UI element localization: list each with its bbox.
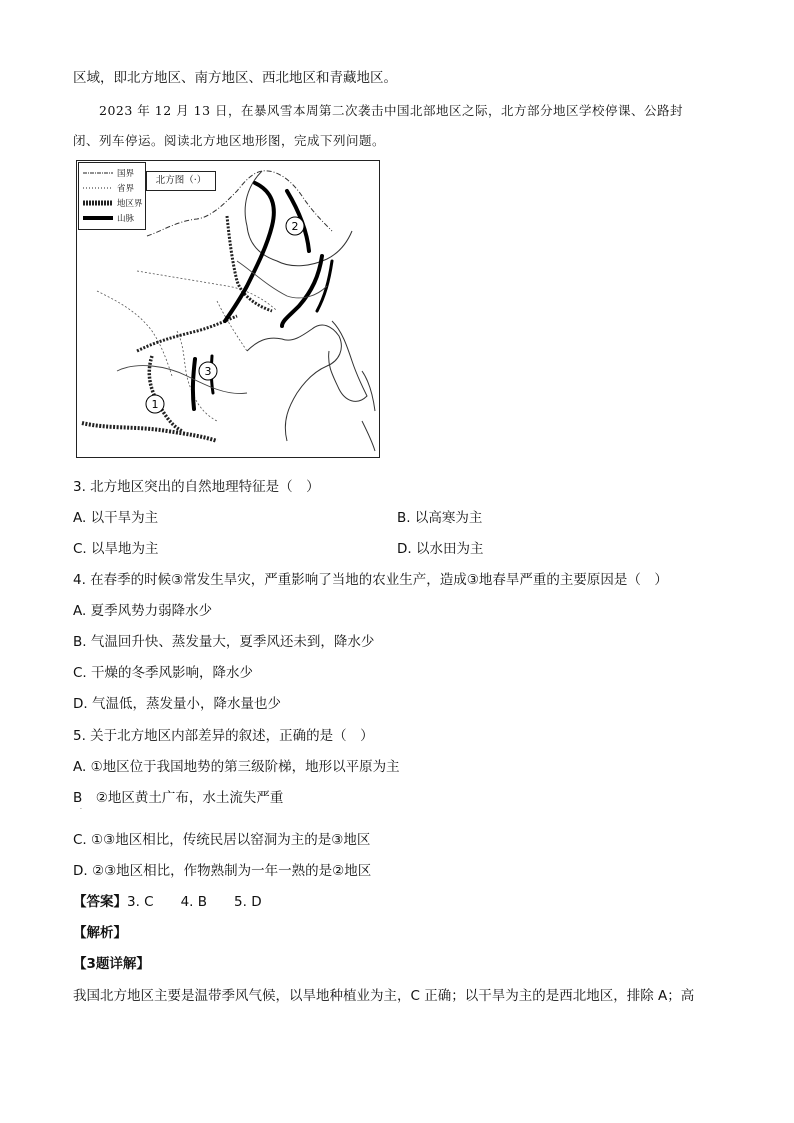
q4-option-c: C. 干燥的冬季风影响，降水少 — [73, 665, 254, 681]
legend-label: 省界 — [117, 184, 135, 194]
stray-dot: · — [80, 806, 82, 813]
q5-option-a: A. ①地区位于我国地势的第三级阶梯，地形以平原为主 — [73, 759, 400, 775]
legend-row-province — [83, 182, 134, 194]
national-border-symbol — [83, 169, 113, 177]
answer-line — [73, 890, 262, 910]
detail-label: 【3题详解】 — [73, 956, 150, 972]
detail-text: 我国北方地区主要是温带季风气候，以旱地种植业为主，C 正确；以干旱为主的是西北地区，排除 A；高 — [73, 988, 695, 1004]
marker-2: 2 — [291, 220, 299, 233]
intro-line-2: 2023 年 12 月 13 日，在暴风雪本周第二次袭击中国北部地区之际，北方部分地区学校停课、公路封 — [99, 103, 683, 118]
map-legend — [78, 162, 146, 230]
q4-option-b: B. 气温回升快、蒸发量大，夏季风还未到，降水少 — [73, 634, 375, 650]
q5-option-b: B ②地区黄土广布，水土流失严重 — [73, 790, 284, 806]
region-border-symbol — [83, 199, 113, 207]
q5-option-d: D. ②③地区相比，作物熟制为一年一熟的是②地区 — [73, 863, 372, 879]
q4-option-d: D. 气温低，蒸发量小，降水量也少 — [73, 696, 281, 712]
question-5-stem: 5. 关于北方地区内部差异的叙述，正确的是（ ） — [73, 728, 374, 744]
q4-option-a: A. 夏季风势力弱降水少 — [73, 603, 213, 619]
analysis-label: 【解析】 — [73, 925, 127, 941]
mountain-symbol — [83, 214, 113, 222]
province-border-symbol — [83, 184, 113, 192]
legend-label: 国界 — [117, 169, 135, 179]
q3-option-c: C. 以旱地为主 — [73, 541, 159, 557]
map-title: 北方图（·） — [146, 171, 216, 191]
question-4-stem: 4. 在春季的时候③常发生旱灾，严重影响了当地的农业生产，造成③地春旱严重的主要原因是（ ） — [73, 572, 668, 588]
marker-1: 1 — [151, 398, 159, 411]
intro-line-3: 闭、列车停运。阅读北方地区地形图，完成下列问题。 — [73, 133, 386, 148]
answer-label: 【答案】 — [73, 894, 127, 910]
answer-text: 3. C 4. B 5. D — [127, 894, 262, 910]
question-3-stem: 3. 北方地区突出的自然地理特征是（ ） — [73, 479, 320, 495]
legend-label: 地区界 — [117, 199, 143, 209]
q3-option-a: A. 以干旱为主 — [73, 510, 159, 526]
legend-row-mountain — [83, 212, 134, 224]
q5-option-c: C. ①③地区相比，传统民居以窑洞为主的是③地区 — [73, 832, 371, 848]
legend-row-national — [83, 167, 134, 179]
q3-option-d: D. 以水田为主 — [397, 541, 484, 557]
intro-line-1: 区域，即北方地区、南方地区、西北地区和青藏地区。 — [73, 70, 397, 86]
q3-option-b: B. 以高寒为主 — [397, 510, 483, 526]
legend-row-region — [83, 197, 143, 209]
marker-3: 3 — [204, 365, 212, 378]
legend-label: 山脉 — [117, 214, 135, 224]
